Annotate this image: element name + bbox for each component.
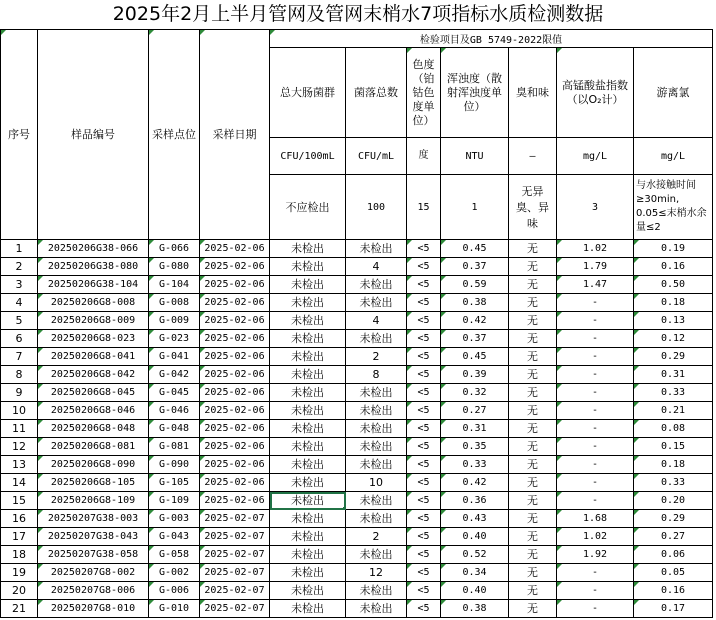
- cell-codmn[interactable]: -: [557, 474, 634, 492]
- header-color[interactable]: 色度（铂钴色度单位）: [407, 48, 441, 138]
- cell-chlorine[interactable]: 0.17: [634, 600, 713, 618]
- table-row: [1, 240, 713, 258]
- cell-chlorine[interactable]: 0.27: [634, 528, 713, 546]
- page-title: 2025年2月上半月管网及管网末梢水7项指标水质检测数据: [112, 3, 604, 25]
- limit-chlorine[interactable]: 与水接触时间≥30min, 0.05≤末梢水余量≤2: [634, 175, 713, 240]
- water-quality-table: [0, 29, 713, 618]
- table-row: [1, 438, 713, 456]
- cell-date[interactable]: 2025-02-07: [200, 564, 270, 582]
- cell-sample-no[interactable]: 20250206G8-046: [38, 402, 149, 420]
- cell-colony[interactable]: 未检出: [346, 438, 407, 456]
- cell-chlorine[interactable]: 0.19: [634, 240, 713, 258]
- table-row: [1, 420, 713, 438]
- cell-coliform[interactable]: 未检出: [270, 420, 346, 438]
- cell-chlorine[interactable]: 0.20: [634, 492, 713, 510]
- cell-coliform[interactable]: 未检出: [270, 438, 346, 456]
- cell-date[interactable]: 2025-02-06: [200, 348, 270, 366]
- cell-sample-no[interactable]: 20250206G8-045: [38, 384, 149, 402]
- cell-color[interactable]: <5: [407, 330, 441, 348]
- cell-coliform[interactable]: 未检出: [270, 312, 346, 330]
- cell-sample-no[interactable]: 20250207G8-006: [38, 582, 149, 600]
- cell-date[interactable]: 2025-02-06: [200, 474, 270, 492]
- cell-color[interactable]: <5: [407, 492, 441, 510]
- cell-turbidity[interactable]: 0.52: [441, 546, 509, 564]
- cell-date[interactable]: 2025-02-07: [200, 528, 270, 546]
- cell-turbidity[interactable]: 0.37: [441, 330, 509, 348]
- cell-codmn[interactable]: -: [557, 312, 634, 330]
- cell-chlorine[interactable]: 0.15: [634, 438, 713, 456]
- cell-coliform[interactable]: 未检出: [270, 330, 346, 348]
- cell-chlorine[interactable]: 0.16: [634, 258, 713, 276]
- cell-turbidity[interactable]: 0.59: [441, 276, 509, 294]
- cell-coliform[interactable]: 未检出: [270, 564, 346, 582]
- cell-chlorine[interactable]: 0.50: [634, 276, 713, 294]
- cell-date[interactable]: 2025-02-06: [200, 384, 270, 402]
- table-row: [1, 510, 713, 528]
- unit-color[interactable]: 度: [407, 138, 441, 175]
- cell-colony[interactable]: 4: [346, 312, 407, 330]
- cell-codmn[interactable]: 1.47: [557, 276, 634, 294]
- cell-colony[interactable]: 未检出: [346, 276, 407, 294]
- cell-color[interactable]: <5: [407, 564, 441, 582]
- table-row: [1, 384, 713, 402]
- cell-turbidity[interactable]: 0.31: [441, 420, 509, 438]
- cell-odor[interactable]: 无: [509, 240, 557, 258]
- cell-seq[interactable]: 16: [1, 510, 38, 528]
- cell-site[interactable]: G-009: [149, 312, 200, 330]
- cell-odor[interactable]: 无: [509, 492, 557, 510]
- cell-seq[interactable]: 12: [1, 438, 38, 456]
- cell-color[interactable]: <5: [407, 294, 441, 312]
- cell-site[interactable]: G-010: [149, 600, 200, 618]
- table-row: [1, 546, 713, 564]
- cell-chlorine[interactable]: 0.29: [634, 510, 713, 528]
- cell-chlorine[interactable]: 0.06: [634, 546, 713, 564]
- cell-odor[interactable]: 无: [509, 294, 557, 312]
- cell-chlorine[interactable]: 0.13: [634, 312, 713, 330]
- cell-site[interactable]: G-006: [149, 582, 200, 600]
- cell-site[interactable]: G-080: [149, 258, 200, 276]
- cell-odor[interactable]: 无: [509, 258, 557, 276]
- cell-coliform[interactable]: 未检出: [270, 510, 346, 528]
- cell-seq[interactable]: 9: [1, 384, 38, 402]
- cell-seq[interactable]: 17: [1, 528, 38, 546]
- cell-turbidity[interactable]: 0.42: [441, 474, 509, 492]
- cell-color[interactable]: <5: [407, 528, 441, 546]
- cell-site[interactable]: G-058: [149, 546, 200, 564]
- cell-turbidity[interactable]: 0.33: [441, 456, 509, 474]
- cell-odor[interactable]: 无: [509, 420, 557, 438]
- cell-odor[interactable]: 无: [509, 528, 557, 546]
- cell-date[interactable]: 2025-02-06: [200, 366, 270, 384]
- cell-seq[interactable]: 8: [1, 366, 38, 384]
- cell-site[interactable]: G-041: [149, 348, 200, 366]
- header-colony[interactable]: 菌落总数: [346, 48, 407, 138]
- cell-color[interactable]: <5: [407, 348, 441, 366]
- cell-colony[interactable]: 未检出: [346, 492, 407, 510]
- cell-codmn[interactable]: 1.02: [557, 240, 634, 258]
- cell-chlorine[interactable]: 0.16: [634, 582, 713, 600]
- limit-colony[interactable]: 100: [346, 175, 407, 240]
- cell-color[interactable]: <5: [407, 276, 441, 294]
- limit-coliform[interactable]: 不应检出: [270, 175, 346, 240]
- header-sample-no[interactable]: 样品编号: [38, 30, 149, 240]
- cell-sample-no[interactable]: 20250206G38-104: [38, 276, 149, 294]
- cell-turbidity[interactable]: 0.38: [441, 294, 509, 312]
- cell-site[interactable]: G-003: [149, 510, 200, 528]
- cell-turbidity[interactable]: 0.45: [441, 240, 509, 258]
- limit-color[interactable]: 15: [407, 175, 441, 240]
- cell-turbidity[interactable]: 0.45: [441, 348, 509, 366]
- cell-color[interactable]: <5: [407, 420, 441, 438]
- cell-site[interactable]: G-048: [149, 420, 200, 438]
- cell-chlorine[interactable]: 0.21: [634, 402, 713, 420]
- cell-site[interactable]: G-109: [149, 492, 200, 510]
- cell-odor[interactable]: 无: [509, 600, 557, 618]
- cell-seq[interactable]: 10: [1, 402, 38, 420]
- table-row: [1, 294, 713, 312]
- cell-colony[interactable]: 4: [346, 258, 407, 276]
- cell-codmn[interactable]: -: [557, 582, 634, 600]
- cell-odor[interactable]: 无: [509, 276, 557, 294]
- cell-turbidity[interactable]: 0.32: [441, 384, 509, 402]
- cell-sample-no[interactable]: 20250206G8-081: [38, 438, 149, 456]
- cell-colony[interactable]: 未检出: [346, 384, 407, 402]
- cell-site[interactable]: G-066: [149, 240, 200, 258]
- cell-colony[interactable]: 未检出: [346, 456, 407, 474]
- cell-colony[interactable]: 2: [346, 528, 407, 546]
- cell-coliform[interactable]: 未检出: [270, 384, 346, 402]
- limit-turbidity[interactable]: 1: [441, 175, 509, 240]
- cell-odor[interactable]: 无: [509, 312, 557, 330]
- table-row: [1, 600, 713, 618]
- cell-coliform[interactable]: 未检出: [270, 258, 346, 276]
- cell-chlorine[interactable]: 0.12: [634, 330, 713, 348]
- cell-coliform[interactable]: 未检出: [270, 600, 346, 618]
- table-row: [1, 276, 713, 294]
- cell-date[interactable]: 2025-02-06: [200, 492, 270, 510]
- cell-date[interactable]: 2025-02-06: [200, 312, 270, 330]
- cell-coliform[interactable]: 未检出: [270, 402, 346, 420]
- cell-seq[interactable]: 18: [1, 546, 38, 564]
- cell-codmn[interactable]: -: [557, 348, 634, 366]
- cell-site[interactable]: G-023: [149, 330, 200, 348]
- cell-colony[interactable]: 未检出: [346, 600, 407, 618]
- cell-odor[interactable]: 无: [509, 438, 557, 456]
- cell-color[interactable]: <5: [407, 600, 441, 618]
- header-limit-group[interactable]: 检验项目及GB 5749-2022限值: [270, 30, 713, 48]
- cell-turbidity[interactable]: 0.27: [441, 402, 509, 420]
- cell-turbidity[interactable]: 0.42: [441, 312, 509, 330]
- cell-date[interactable]: 2025-02-06: [200, 402, 270, 420]
- cell-colony[interactable]: 未检出: [346, 582, 407, 600]
- cell-odor[interactable]: 无: [509, 456, 557, 474]
- cell-odor[interactable]: 无: [509, 348, 557, 366]
- cell-coliform[interactable]: 未检出: [270, 240, 346, 258]
- cell-chlorine[interactable]: 0.05: [634, 564, 713, 582]
- cell-site[interactable]: G-008: [149, 294, 200, 312]
- cell-colony[interactable]: 未检出: [346, 420, 407, 438]
- table-row: [1, 330, 713, 348]
- cell-colony[interactable]: 未检出: [346, 402, 407, 420]
- table-row: [1, 474, 713, 492]
- unit-chlorine[interactable]: mg/L: [634, 138, 713, 175]
- cell-turbidity[interactable]: 0.40: [441, 582, 509, 600]
- cell-colony[interactable]: 8: [346, 366, 407, 384]
- cell-codmn[interactable]: -: [557, 438, 634, 456]
- table-row: [1, 582, 713, 600]
- table-row: [1, 456, 713, 474]
- cell-seq[interactable]: 7: [1, 348, 38, 366]
- cell-date[interactable]: 2025-02-06: [200, 420, 270, 438]
- cell-odor[interactable]: 无: [509, 510, 557, 528]
- cell-sample-no[interactable]: 20250207G8-002: [38, 564, 149, 582]
- cell-color[interactable]: <5: [407, 582, 441, 600]
- header-codmn[interactable]: 高锰酸盐指数（以O₂计）: [557, 48, 634, 138]
- cell-sample-no[interactable]: 20250206G8-109: [38, 492, 149, 510]
- cell-seq[interactable]: 3: [1, 276, 38, 294]
- cell-date[interactable]: 2025-02-06: [200, 456, 270, 474]
- cell-codmn[interactable]: 1.79: [557, 258, 634, 276]
- cell-date[interactable]: 2025-02-06: [200, 294, 270, 312]
- cell-odor[interactable]: 无: [509, 330, 557, 348]
- cell-chlorine[interactable]: 0.33: [634, 474, 713, 492]
- cell-site[interactable]: G-043: [149, 528, 200, 546]
- cell-sample-no[interactable]: 20250206G8-090: [38, 456, 149, 474]
- unit-turbidity[interactable]: NTU: [441, 138, 509, 175]
- cell-color[interactable]: <5: [407, 366, 441, 384]
- cell-coliform[interactable]: 未检出: [270, 492, 346, 510]
- cell-sample-no[interactable]: 20250206G8-105: [38, 474, 149, 492]
- cell-chlorine[interactable]: 0.29: [634, 348, 713, 366]
- unit-colony[interactable]: CFU/mL: [346, 138, 407, 175]
- cell-seq[interactable]: 6: [1, 330, 38, 348]
- cell-seq[interactable]: 1: [1, 240, 38, 258]
- cell-color[interactable]: <5: [407, 240, 441, 258]
- cell-site[interactable]: G-045: [149, 384, 200, 402]
- cell-coliform[interactable]: 未检出: [270, 474, 346, 492]
- cell-chlorine[interactable]: 0.18: [634, 294, 713, 312]
- cell-site[interactable]: G-105: [149, 474, 200, 492]
- table-row: [1, 492, 713, 510]
- cell-sample-no[interactable]: 20250207G8-010: [38, 600, 149, 618]
- cell-seq[interactable]: 5: [1, 312, 38, 330]
- cell-site[interactable]: G-046: [149, 402, 200, 420]
- cell-codmn[interactable]: -: [557, 564, 634, 582]
- cell-date[interactable]: 2025-02-06: [200, 276, 270, 294]
- cell-sample-no[interactable]: 20250206G8-009: [38, 312, 149, 330]
- cell-site[interactable]: G-081: [149, 438, 200, 456]
- cell-odor[interactable]: 无: [509, 366, 557, 384]
- cell-color[interactable]: <5: [407, 258, 441, 276]
- cell-sample-no[interactable]: 20250206G8-048: [38, 420, 149, 438]
- cell-sample-no[interactable]: 20250206G8-041: [38, 348, 149, 366]
- cell-sample-no[interactable]: 20250206G38-080: [38, 258, 149, 276]
- cell-colony[interactable]: 未检出: [346, 240, 407, 258]
- cell-odor[interactable]: 无: [509, 402, 557, 420]
- cell-seq[interactable]: 15: [1, 492, 38, 510]
- cell-coliform[interactable]: 未检出: [270, 456, 346, 474]
- cell-codmn[interactable]: -: [557, 600, 634, 618]
- cell-coliform[interactable]: 未检出: [270, 348, 346, 366]
- cell-date[interactable]: 2025-02-07: [200, 510, 270, 528]
- cell-odor[interactable]: 无: [509, 384, 557, 402]
- cell-codmn[interactable]: -: [557, 492, 634, 510]
- cell-seq[interactable]: 21: [1, 600, 38, 618]
- cell-codmn[interactable]: -: [557, 294, 634, 312]
- cell-sample-no[interactable]: 20250207G38-003: [38, 510, 149, 528]
- cell-site[interactable]: G-002: [149, 564, 200, 582]
- cell-coliform[interactable]: 未检出: [270, 294, 346, 312]
- cell-codmn[interactable]: -: [557, 384, 634, 402]
- cell-chlorine[interactable]: 0.31: [634, 366, 713, 384]
- cell-codmn[interactable]: -: [557, 456, 634, 474]
- cell-seq[interactable]: 11: [1, 420, 38, 438]
- cell-color[interactable]: <5: [407, 312, 441, 330]
- cell-turbidity[interactable]: 0.39: [441, 366, 509, 384]
- cell-site[interactable]: G-104: [149, 276, 200, 294]
- limit-odor[interactable]: 无异臭、异味: [509, 175, 557, 240]
- cell-date[interactable]: 2025-02-06: [200, 330, 270, 348]
- cell-codmn[interactable]: 1.68: [557, 510, 634, 528]
- cell-turbidity[interactable]: 0.35: [441, 438, 509, 456]
- cell-colony[interactable]: 10: [346, 474, 407, 492]
- cell-odor[interactable]: 无: [509, 474, 557, 492]
- cell-turbidity[interactable]: 0.36: [441, 492, 509, 510]
- cell-seq[interactable]: 19: [1, 564, 38, 582]
- cell-coliform[interactable]: 未检出: [270, 582, 346, 600]
- cell-date[interactable]: 2025-02-06: [200, 258, 270, 276]
- header-seq[interactable]: 序号: [1, 30, 38, 240]
- unit-coliform[interactable]: CFU/100mL: [270, 138, 346, 175]
- header-turbidity[interactable]: 浑浊度（散射浑浊度单位）: [441, 48, 509, 138]
- cell-seq[interactable]: 13: [1, 456, 38, 474]
- unit-codmn[interactable]: mg/L: [557, 138, 634, 175]
- cell-codmn[interactable]: -: [557, 402, 634, 420]
- cell-sample-no[interactable]: 20250206G8-042: [38, 366, 149, 384]
- cell-site[interactable]: G-090: [149, 456, 200, 474]
- cell-color[interactable]: <5: [407, 510, 441, 528]
- header-site[interactable]: 采样点位: [149, 30, 200, 240]
- header-date[interactable]: 采样日期: [200, 30, 270, 240]
- cell-codmn[interactable]: -: [557, 420, 634, 438]
- cell-turbidity[interactable]: 0.34: [441, 564, 509, 582]
- cell-turbidity[interactable]: 0.38: [441, 600, 509, 618]
- table-row: [1, 564, 713, 582]
- cell-date[interactable]: 2025-02-06: [200, 240, 270, 258]
- cell-date[interactable]: 2025-02-07: [200, 600, 270, 618]
- cell-codmn[interactable]: 1.92: [557, 546, 634, 564]
- cell-date[interactable]: 2025-02-07: [200, 546, 270, 564]
- cell-coliform[interactable]: 未检出: [270, 366, 346, 384]
- cell-coliform[interactable]: 未检出: [270, 546, 346, 564]
- cell-coliform[interactable]: 未检出: [270, 528, 346, 546]
- cell-sample-no[interactable]: 20250206G38-066: [38, 240, 149, 258]
- table-row: [1, 366, 713, 384]
- cell-odor[interactable]: 无: [509, 564, 557, 582]
- table-row: [1, 312, 713, 330]
- cell-color[interactable]: <5: [407, 474, 441, 492]
- cell-color[interactable]: <5: [407, 456, 441, 474]
- cell-color[interactable]: <5: [407, 384, 441, 402]
- cell-site[interactable]: G-042: [149, 366, 200, 384]
- table-row: [1, 402, 713, 420]
- table-row: [1, 258, 713, 276]
- cell-chlorine[interactable]: 0.33: [634, 384, 713, 402]
- limit-codmn[interactable]: 3: [557, 175, 634, 240]
- table-row: [1, 528, 713, 546]
- cell-seq[interactable]: 14: [1, 474, 38, 492]
- cell-colony[interactable]: 未检出: [346, 546, 407, 564]
- cell-seq[interactable]: 20: [1, 582, 38, 600]
- cell-chlorine[interactable]: 0.08: [634, 420, 713, 438]
- cell-sample-no[interactable]: 20250206G8-008: [38, 294, 149, 312]
- cell-turbidity[interactable]: 0.43: [441, 510, 509, 528]
- cell-chlorine[interactable]: 0.18: [634, 456, 713, 474]
- header-chlorine[interactable]: 游离氯: [634, 48, 713, 138]
- table-row: [1, 348, 713, 366]
- unit-odor[interactable]: —: [509, 138, 557, 175]
- cell-colony[interactable]: 未检出: [346, 294, 407, 312]
- cell-odor[interactable]: 无: [509, 546, 557, 564]
- cell-color[interactable]: <5: [407, 546, 441, 564]
- cell-date[interactable]: 2025-02-06: [200, 438, 270, 456]
- cell-sample-no[interactable]: 20250207G38-043: [38, 528, 149, 546]
- cell-color[interactable]: <5: [407, 402, 441, 420]
- cell-codmn[interactable]: 1.02: [557, 528, 634, 546]
- cell-sample-no[interactable]: 20250207G38-058: [38, 546, 149, 564]
- cell-coliform[interactable]: 未检出: [270, 276, 346, 294]
- cell-codmn[interactable]: -: [557, 330, 634, 348]
- cell-colony[interactable]: 12: [346, 564, 407, 582]
- cell-colony[interactable]: 未检出: [346, 330, 407, 348]
- header-coliform[interactable]: 总大肠菌群: [270, 48, 346, 138]
- cell-seq[interactable]: 2: [1, 258, 38, 276]
- cell-seq[interactable]: 4: [1, 294, 38, 312]
- cell-codmn[interactable]: -: [557, 366, 634, 384]
- cell-turbidity[interactable]: 0.40: [441, 528, 509, 546]
- cell-sample-no[interactable]: 20250206G8-023: [38, 330, 149, 348]
- header-odor[interactable]: 臭和味: [509, 48, 557, 138]
- cell-odor[interactable]: 无: [509, 582, 557, 600]
- cell-colony[interactable]: 未检出: [346, 510, 407, 528]
- cell-colony[interactable]: 2: [346, 348, 407, 366]
- cell-color[interactable]: <5: [407, 438, 441, 456]
- cell-date[interactable]: 2025-02-07: [200, 582, 270, 600]
- cell-turbidity[interactable]: 0.37: [441, 258, 509, 276]
